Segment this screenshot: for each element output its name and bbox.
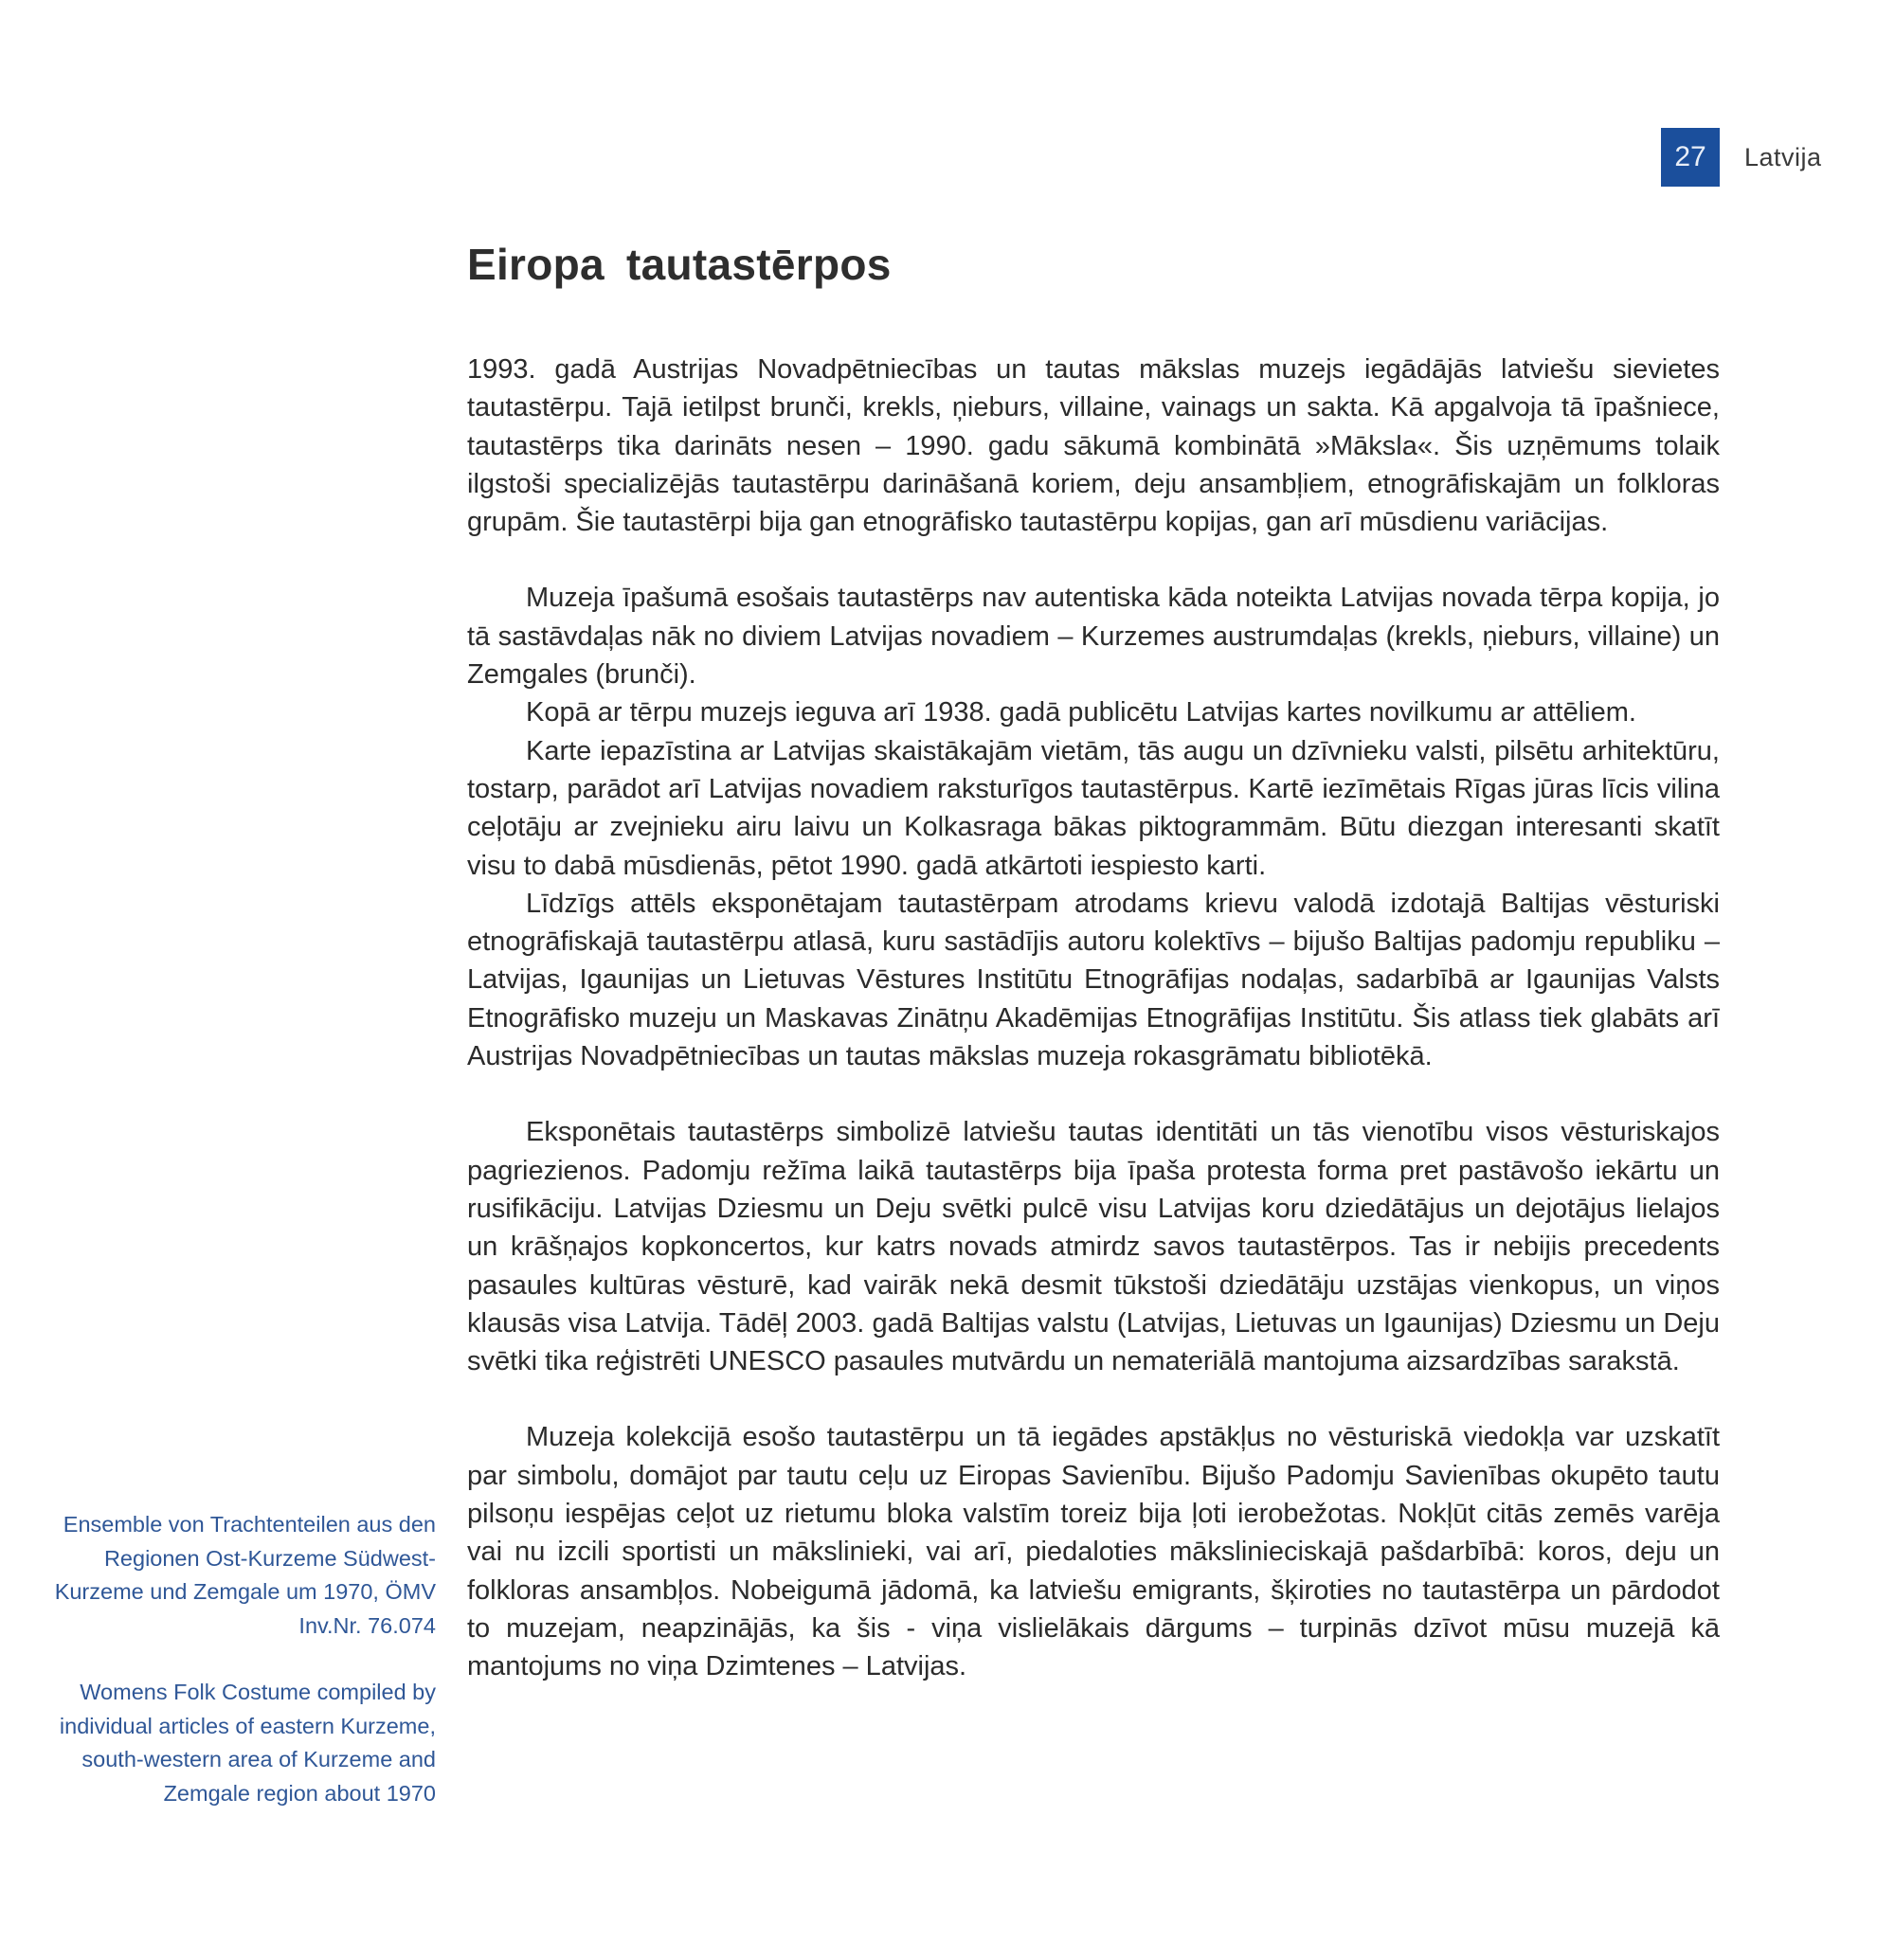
image-captions [38,1508,436,1810]
caption-german: Ensemble von Trachtenteilen aus den Regionen Ost-Kurzeme Südwest-Kurzeme und Zemgale um 1970, ÖMV Inv.Nr. 76.074 [54,1512,436,1638]
page-number-badge: 27 [1661,128,1720,187]
paragraph-composition: Muzeja īpašumā esošais tautastērps nav autentiska kāda noteikta Latvijas novada tērpa kopija, jo tā sastāvdaļas nāk no diviem Latvijas novadiem – Kurzemes austrumdaļas (krekls, ņieburs, villaine) un Zemgales (brunči). [467,583,1720,691]
page-header [1661,128,1822,187]
paragraph-map-acquired: Kopā ar tērpu muzejs ieguva arī 1938. gadā publicētu Latvijas kartes novilkumu ar attēliem. [526,697,1636,728]
article-title: Eiropa tautastērpos [467,240,892,289]
paragraph-intro: 1993. gadā Austrijas Novadpētniecības un tautas mākslas muzejs iegādājās latviešu sievietes tautastērpu. Tajā ietilpst brunči, krekls, ņieburs, villaine, vainags un sakta. Kā apgalvoja tā īpašniece, tautastērps tika darināts nesen – 1990. gadu sākumā kombinātā »Māksla«. Šis uzņēmums tolaik ilgstoši specializējās tautastērpu darināšanā koriem, deju ansambļiem, etnogrāfiskajām un folkloras grupām. Šie tautastērpi bija gan etnogrāfisko tautastērpu kopijas, gan arī mūsdienu variācijas. [467,354,1720,538]
section-name: Latvija [1744,142,1822,171]
paragraph-atlas: Līdzīgs attēls eksponētajam tautastērpam atrodams krievu valodā izdotajā Baltijas vēsturiski etnogrāfiskajā tautastērpu atlasā, kuru sastādījis autoru kolektīvs – bijušo Baltijas padomju republiku – Latvijas, Igaunijas un Lietuvas Vēstures Institūtu Etnogrāfijas nodaļas, sadarbībā ar Igaunijas Valsts Etnogrāfisko muzeju un Maskavas Zinātņu Akadēmijas Etnogrāfijas Institūtu. Šis atlass tiek glabāts arī Austrijas Novadpētniecības un tautas mākslas muzeja rokasgrāmatu bibliotēkā. [467,888,1720,1072]
caption-english: Womens Folk Costume compiled by individual articles of eastern Kurzeme, south-western area of Kurzeme and Zemgale region about 1970 [59,1680,436,1806]
paragraph-identity: Eksponētais tautastērps simbolizē latviešu tautas identitāti un tās vienotību visos vēsturiskajos pagriezienos. Padomju režīma laikā tautastērps bija īpaša protesta forma pret pastāvošo iekārtu un rusifikāciju. Latvijas Dziesmu un Deju svētki pulcē visu Latvijas koru dziedātājus un dejotājus lielajos un krāšņajos kopkoncertos, kur katrs novads atmirdz savos tautastērpos. Tas ir nebijis precedents pasaules kultūras vēsturē, kad vairāk nekā desmit tūkstoši dziedātāju uzstājas vienkopus, un viņos klausās visa Latvija. Tādēļ 2003. gadā Baltijas valstu (Latvijas, Lietuvas un Igaunijas) Dziesmu un Deju svētki tika reģistrēti UNESCO pasaules mutvārdu un nemateriālā mantojuma aizsardzības sarakstā. [467,1117,1720,1377]
paragraph-conclusion: Muzeja kolekcijā esošo tautastērpu un tā iegādes apstākļus no vēsturiskā viedokļa var uzskatīt par simbolu, domājot par tautu ceļu uz Eiropas Savienību. Bijušo Padomju Savienības okupēto tautu pilsoņu iespējas ceļot uz rietumu bloka valstīm toreiz bija ļoti ierobežotas. Nokļūt citās zemēs varēja vai nu izcili sportisti un mākslinieki, vai arī, piedaloties mākslinieciskajā pašdarbībā: koros, deju un folkloras ansambļos. Nobeigumā jādomā, ka latviešu emigrants, šķiroties no tautastērpa un pārdodot to muzejam, neapzinājās, ka šis - viņa vislielākais dārgums – turpinās dzīvot mūsu muzejā kā mantojums no viņa Dzimtenes – Latvijas. [467,1422,1720,1682]
paragraph-map-description: Karte iepazīstina ar Latvijas skaistākajām vietām, tās augu un dzīvnieku valsti, pilsētu arhitektūru, tostarp, parādot arī Latvijas novadiem raksturīgos tautastērpus. Kartē iezīmētais Rīgas jūras līcis vilina ceļotāju ar zvejnieku airu laivu un Kolkasraga bākas piktogrammām. Būtu diezgan interesanti skatīt visu to dabā mūsdienās, pētot 1990. gadā atkārtoti iespiesto karti. [467,735,1720,881]
article-body [467,351,1720,1686]
